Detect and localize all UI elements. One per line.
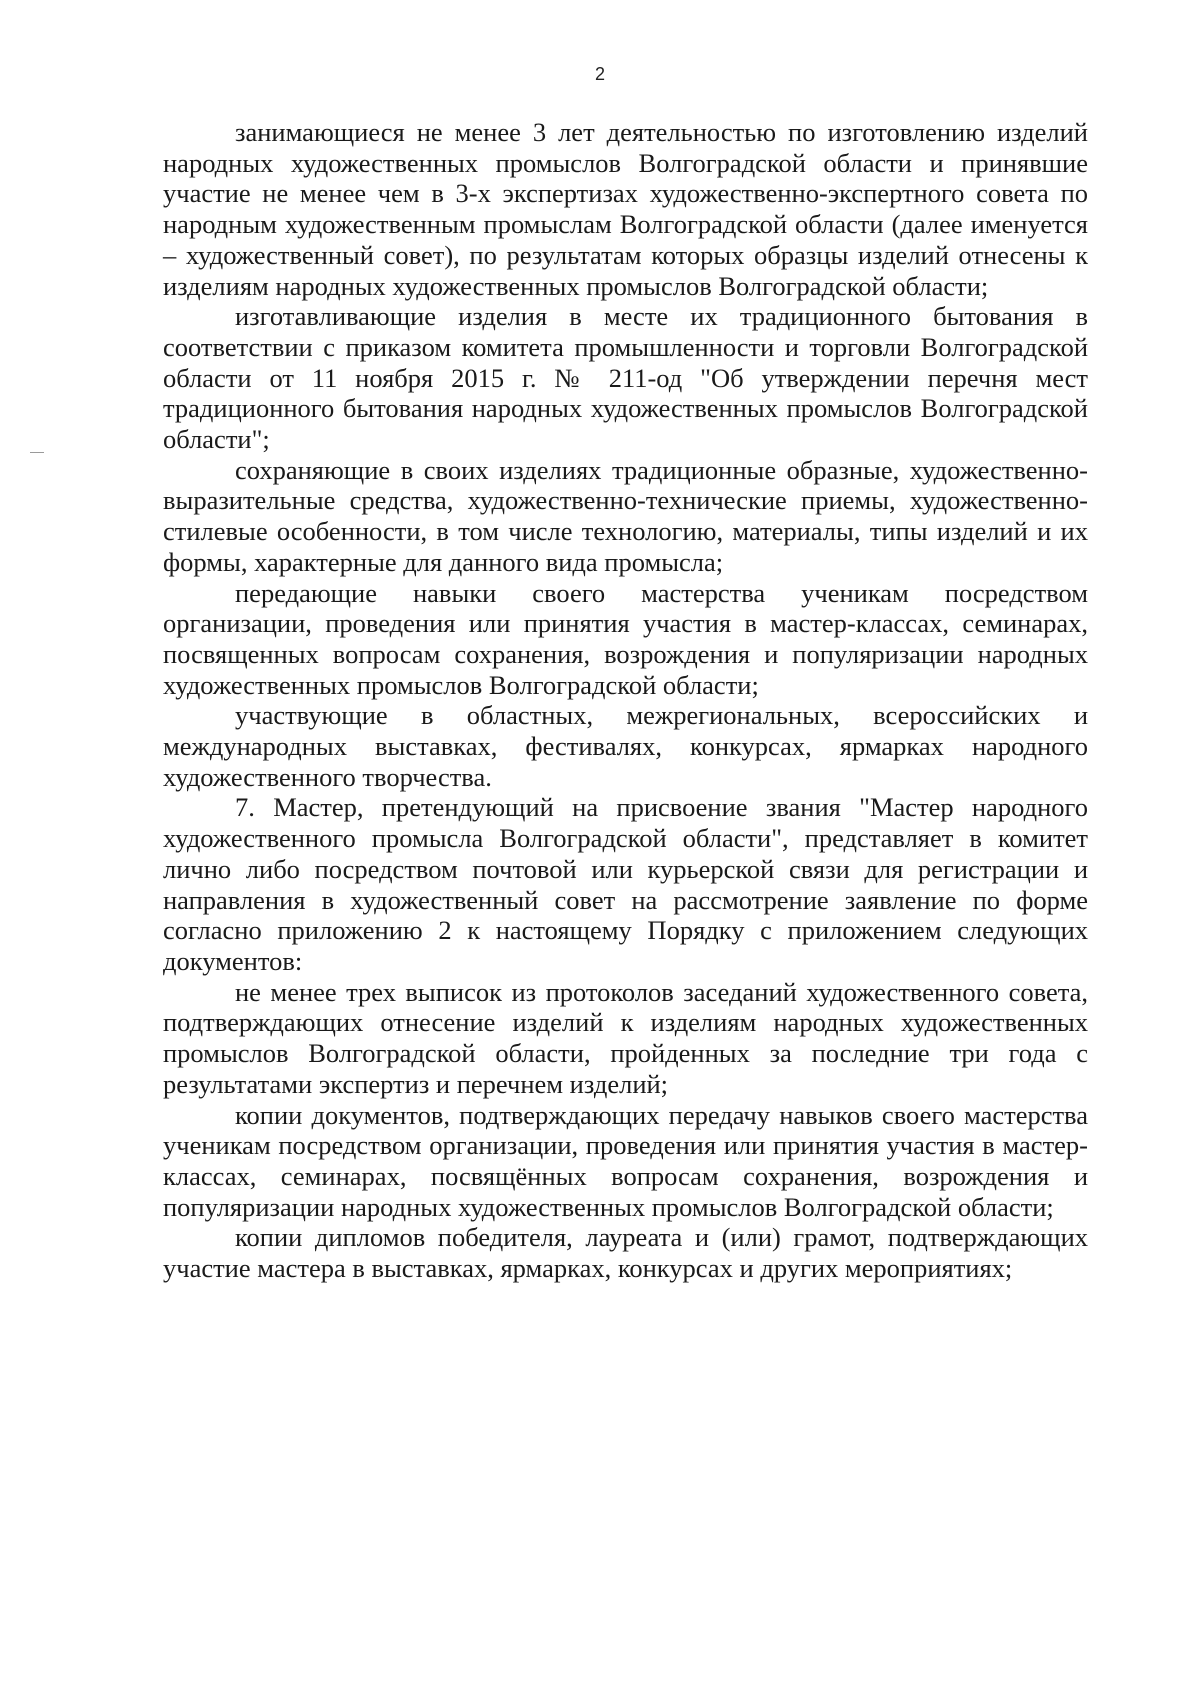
paragraph-participating-exhibitions: участвующие в областных, межрегиональных, всероссийских и международных выставках, фестивалях, конкурсах, ярмарках народного художественного творчества. <box>163 700 1088 792</box>
paragraph-section-7: 7. Мастер, претендующий на присвоение звания "Мастер народного художественного промысла Волгоградской области", представляет в комитет лично либо посредством почтовой или курьерской связи для регистрации и направления в художественный совет на рассмотрение заявление по форме согласно приложению 2 к настоящему Порядку с приложением следующих документов: <box>163 792 1088 976</box>
paragraph-protocol-extracts: не менее трех выписок из протоколов заседаний художественного совета, подтверждающих отнесение изделий к изделиям народных художественных промыслов Волгоградской области, пройденных за последние три года с результатами экспертиз и перечнем изделий; <box>163 976 1088 1099</box>
paragraph-traditional-location: изготавливающие изделия в месте их традиционного бытования в соответствии с приказом комитета промышленности и торговли Волгоградской области от 11 ноября 2015 г. № 211-од "Об утверждении перечня мест традиционного бытования народных художественных промыслов Волгоградской области"; <box>163 301 1088 455</box>
page-number: 2 <box>594 64 605 84</box>
paragraph-preserving-traditions: сохраняющие в своих изделиях традиционные образные, художественно-выразительные средства, художественно-технические приемы, художественно-стилевые особенности, в том числе технологию, материалы, типы изделий и их формы, характерные для данного вида промысла; <box>163 454 1088 577</box>
paragraph-diplomas: копии дипломов победителя, лауреата и (или) грамот, подтверждающих участие мастера в выставках, ярмарках, конкурсах и других мероприятиях; <box>163 1222 1088 1284</box>
scan-artifact-mark <box>30 452 44 453</box>
paragraph-passing-skills: передающие навыки своего мастерства ученикам посредством организации, проведения или принятия участия в мастер-классах, семинарах, посвященных вопросам сохранения, возрождения и популяризации народных художественных промыслов Волгоградской области; <box>163 577 1088 700</box>
document-body <box>163 117 1088 1284</box>
paragraph-skill-documents: копии документов, подтверждающих передачу навыков своего мастерства ученикам посредством организации, проведения или принятия участия в мастер-классах, семинарах, посвящённых вопросам сохранения, возрождения и популяризации народных художественных промыслов Волгоградской области; <box>163 1099 1088 1222</box>
paragraph-continuation: занимающиеся не менее 3 лет деятельностью по изготовлению изделий народных художественных промыслов Волгоградской области и принявшие участие не менее чем в 3-х экспертизах художественно-экспертного совета по народным художественным промыслам Волгоградской области (далее именуется – художественный совет), по результатам которых образцы изделий отнесены к изделиям народных художественных промыслов Волгоградской области; <box>163 117 1088 301</box>
